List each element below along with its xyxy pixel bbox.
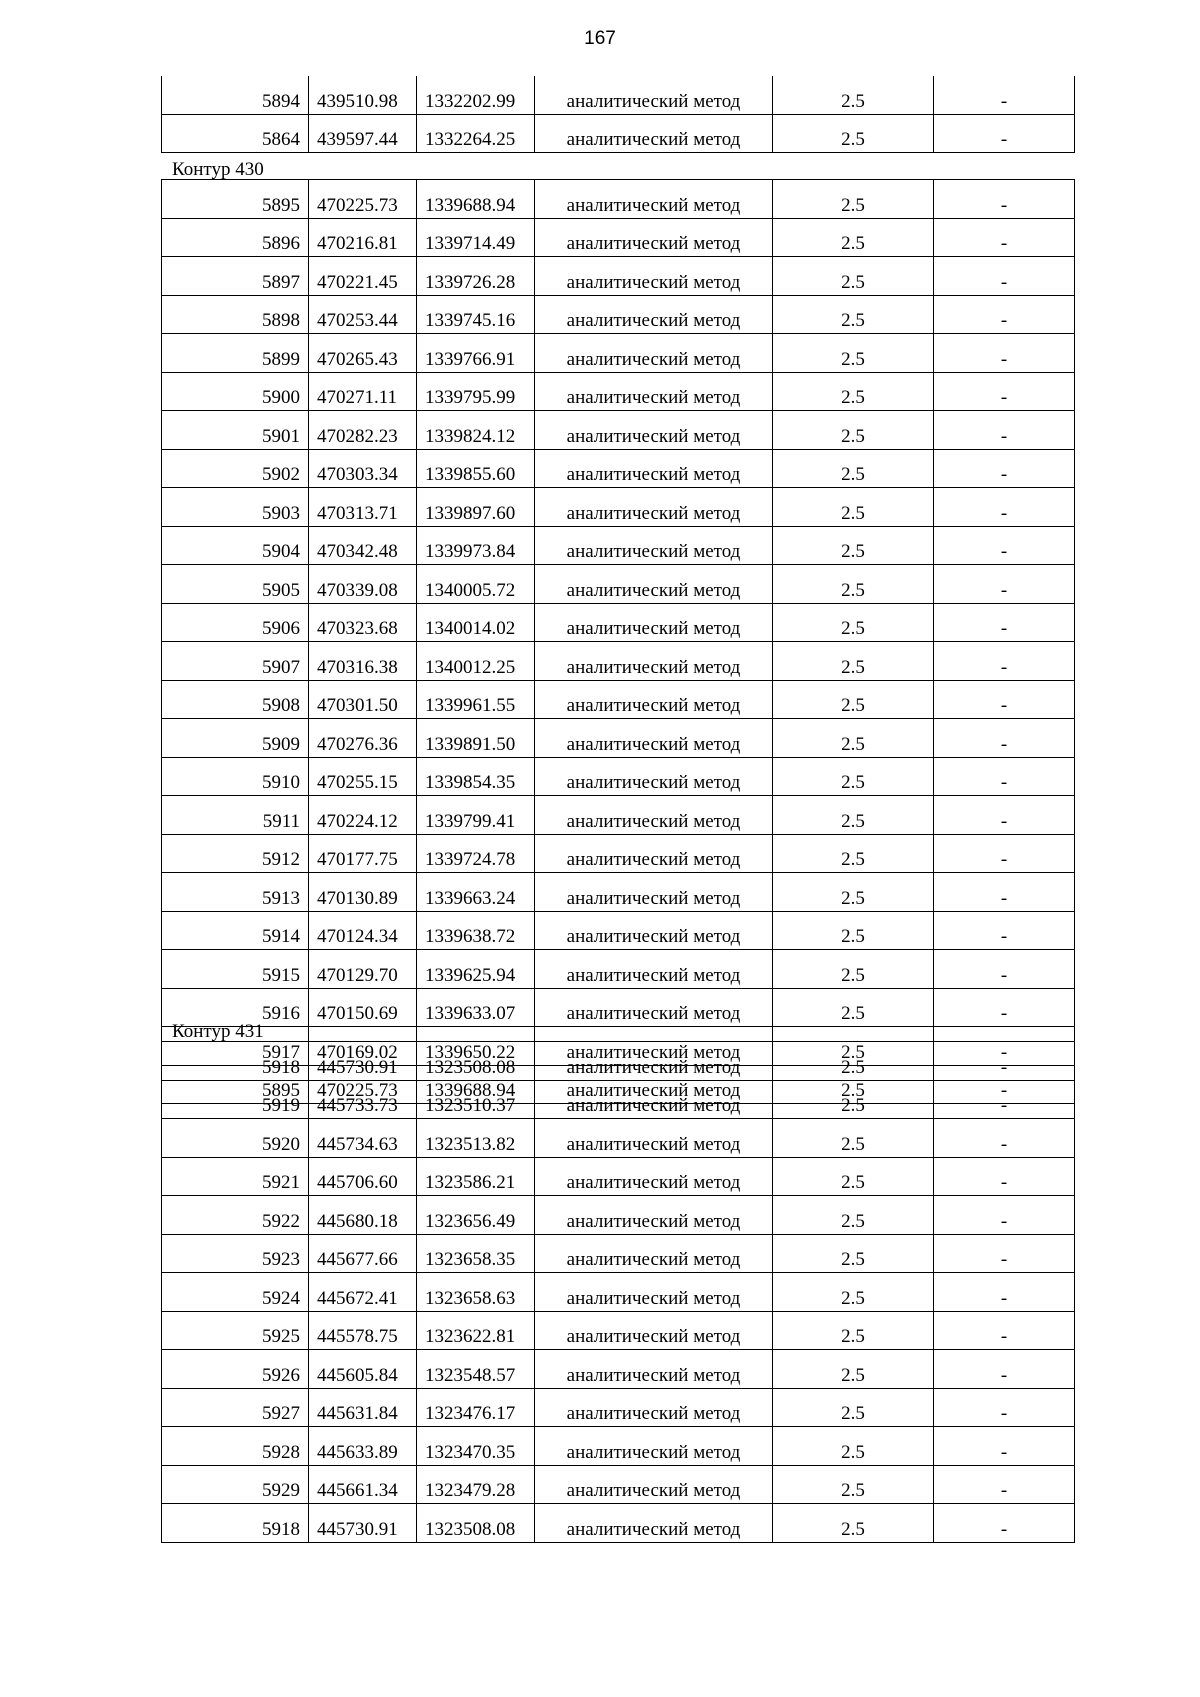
x-coordinate-cell: 470130.89 [309,873,417,912]
table-row [162,76,1075,114]
accuracy-cell: 2.5 [773,1065,934,1104]
note-cell: - [934,295,1075,334]
note-cell: - [934,1427,1075,1466]
accuracy-cell: 2.5 [773,1504,934,1543]
y-coordinate-cell: 1339855.60 [417,449,535,488]
point-number-cell: 5911 [162,796,309,835]
point-number-cell: 5928 [162,1427,309,1466]
point-number-cell: 5903 [162,488,309,527]
y-coordinate-cell: 1340005.72 [417,565,535,604]
table-row [162,642,1075,681]
note-cell: - [934,334,1075,373]
accuracy-cell: 2.5 [773,334,934,373]
note-cell: - [934,603,1075,642]
point-number-cell: 5900 [162,372,309,411]
note-cell: - [934,1119,1075,1158]
y-coordinate-cell: 1323470.35 [417,1427,535,1466]
x-coordinate-cell: 445734.63 [309,1119,417,1158]
x-coordinate-cell: 470221.45 [309,257,417,296]
accuracy-cell: 2.5 [773,1311,934,1350]
note-cell: - [934,1350,1075,1389]
table-row [162,1273,1075,1312]
point-number-cell: 5895 [162,1065,309,1104]
accuracy-cell: 2.5 [773,565,934,604]
method-cell: аналитический метод [535,1065,773,1104]
method-cell: аналитический метод [535,1196,773,1235]
table-row [162,1119,1075,1158]
x-coordinate-cell: 439597.44 [309,114,417,153]
point-number-cell: 5898 [162,295,309,334]
table-row [162,911,1075,950]
method-cell: аналитический метод [535,526,773,565]
note-cell: - [934,76,1075,114]
x-coordinate-cell: 445677.66 [309,1234,417,1273]
note-cell: - [934,1065,1075,1104]
y-coordinate-cell: 1339795.99 [417,372,535,411]
y-coordinate-cell: 1339724.78 [417,834,535,873]
y-coordinate-cell: 1339638.72 [417,911,535,950]
accuracy-cell: 2.5 [773,796,934,835]
y-coordinate-cell: 1339854.35 [417,757,535,796]
x-coordinate-cell: 470129.70 [309,950,417,989]
point-number-cell: 5907 [162,642,309,681]
table-row [162,1465,1075,1504]
note-cell: - [934,1196,1075,1235]
y-coordinate-cell: 1339714.49 [417,218,535,257]
y-coordinate-cell: 1339663.24 [417,873,535,912]
method-cell: аналитический метод [535,449,773,488]
note-cell: - [934,565,1075,604]
y-coordinate-cell: 1323508.08 [417,1504,535,1543]
point-number-cell: 5906 [162,603,309,642]
method-cell: аналитический метод [535,873,773,912]
y-coordinate-cell: 1339688.94 [417,1065,535,1104]
point-number-cell: 5909 [162,719,309,758]
table-row [162,1234,1075,1273]
x-coordinate-cell: 470303.34 [309,449,417,488]
point-number-cell: 5918 [162,1042,309,1081]
method-cell: аналитический метод [535,1234,773,1273]
y-coordinate-cell: 1323658.35 [417,1234,535,1273]
accuracy-cell: 2.5 [773,1273,934,1312]
accuracy-cell: 2.5 [773,449,934,488]
y-coordinate-cell: 1332264.25 [417,114,535,153]
table-row [162,1080,1075,1119]
accuracy-cell: 2.5 [773,642,934,681]
y-coordinate-cell: 1323586.21 [417,1157,535,1196]
table-row [162,1504,1075,1543]
x-coordinate-cell: 445633.89 [309,1427,417,1466]
note-cell: - [934,950,1075,989]
method-cell: аналитический метод [535,1311,773,1350]
table-row [162,526,1075,565]
accuracy-cell: 2.5 [773,1465,934,1504]
table-row [162,1311,1075,1350]
y-coordinate-cell: 1340012.25 [417,642,535,681]
note-cell: - [934,526,1075,565]
method-cell: аналитический метод [535,911,773,950]
x-coordinate-cell: 470276.36 [309,719,417,758]
method-cell: аналитический метод [535,1350,773,1389]
accuracy-cell: 2.5 [773,680,934,719]
point-number-cell: 5927 [162,1388,309,1427]
method-cell: аналитический метод [535,1157,773,1196]
point-number-cell: 5908 [162,680,309,719]
y-coordinate-cell: 1323548.57 [417,1350,535,1389]
y-coordinate-cell: 1339891.50 [417,719,535,758]
accuracy-cell: 2.5 [773,114,934,153]
table-row [162,603,1075,642]
y-coordinate-cell: 1339650.22 [417,1027,535,1066]
table-row [162,1350,1075,1389]
point-number-cell: 5915 [162,950,309,989]
method-cell: аналитический метод [535,1119,773,1158]
method-cell: аналитический метод [535,988,773,1027]
accuracy-cell: 2.5 [773,1042,934,1081]
x-coordinate-cell: 445631.84 [309,1388,417,1427]
accuracy-cell: 2.5 [773,911,934,950]
y-coordinate-cell: 1339766.91 [417,334,535,373]
note-cell: - [934,1465,1075,1504]
x-coordinate-cell: 470271.11 [309,372,417,411]
note-cell: - [934,796,1075,835]
note-cell: - [934,1157,1075,1196]
table-row [162,257,1075,296]
note-cell: - [934,449,1075,488]
accuracy-cell: 2.5 [773,719,934,758]
x-coordinate-cell: 445730.91 [309,1504,417,1543]
y-coordinate-cell: 1323479.28 [417,1465,535,1504]
y-coordinate-cell: 1323513.82 [417,1119,535,1158]
table-row [162,1196,1075,1235]
accuracy-cell: 2.5 [773,950,934,989]
accuracy-cell: 2.5 [773,757,934,796]
accuracy-cell: 2.5 [773,488,934,527]
note-cell: - [934,1388,1075,1427]
x-coordinate-cell: 445730.91 [309,1042,417,1081]
point-number-cell: 5922 [162,1196,309,1235]
y-coordinate-cell: 1339726.28 [417,257,535,296]
table-row [162,1427,1075,1466]
x-coordinate-cell: 445605.84 [309,1350,417,1389]
method-cell: аналитический метод [535,1427,773,1466]
table-row [162,873,1075,912]
table-row [162,488,1075,527]
note-cell: - [934,488,1075,527]
accuracy-cell: 2.5 [773,372,934,411]
note-cell: - [934,1080,1075,1119]
accuracy-cell: 2.5 [773,526,934,565]
accuracy-cell: 2.5 [773,76,934,114]
coordinates-table [161,76,1075,153]
x-coordinate-cell: 470255.15 [309,757,417,796]
y-coordinate-cell: 1339625.94 [417,950,535,989]
point-number-cell: 5919 [162,1080,309,1119]
y-coordinate-cell: 1339688.94 [417,180,535,219]
point-number-cell: 5912 [162,834,309,873]
note-cell: - [934,719,1075,758]
table-row [162,334,1075,373]
y-coordinate-cell: 1332202.99 [417,76,535,114]
note-cell: - [934,911,1075,950]
y-coordinate-cell: 1323476.17 [417,1388,535,1427]
point-number-cell: 5895 [162,180,309,219]
accuracy-cell: 2.5 [773,180,934,219]
note-cell: - [934,218,1075,257]
y-coordinate-cell: 1323656.49 [417,1196,535,1235]
point-number-cell: 5904 [162,526,309,565]
x-coordinate-cell: 445661.34 [309,1465,417,1504]
point-number-cell: 5896 [162,218,309,257]
accuracy-cell: 2.5 [773,603,934,642]
method-cell: аналитический метод [535,642,773,681]
note-cell: - [934,180,1075,219]
x-coordinate-cell: 470224.12 [309,796,417,835]
table-row [162,796,1075,835]
point-number-cell: 5923 [162,1234,309,1273]
accuracy-cell: 2.5 [773,1080,934,1119]
point-number-cell: 5914 [162,911,309,950]
x-coordinate-cell: 470150.69 [309,988,417,1027]
method-cell: аналитический метод [535,488,773,527]
table-row [162,1388,1075,1427]
method-cell: аналитический метод [535,1080,773,1119]
method-cell: аналитический метод [535,180,773,219]
method-cell: аналитический метод [535,1504,773,1543]
method-cell: аналитический метод [535,719,773,758]
point-number-cell: 5897 [162,257,309,296]
method-cell: аналитический метод [535,565,773,604]
table-row [162,114,1075,153]
note-cell: - [934,1042,1075,1081]
accuracy-cell: 2.5 [773,295,934,334]
method-cell: аналитический метод [535,114,773,153]
table-row [162,1157,1075,1196]
x-coordinate-cell: 470282.23 [309,411,417,450]
coordinates-table [161,179,1075,1104]
y-coordinate-cell: 1339897.60 [417,488,535,527]
accuracy-cell: 2.5 [773,411,934,450]
accuracy-cell: 2.5 [773,988,934,1027]
point-number-cell: 5899 [162,334,309,373]
x-coordinate-cell: 445680.18 [309,1196,417,1235]
method-cell: аналитический метод [535,411,773,450]
x-coordinate-cell: 445672.41 [309,1273,417,1312]
table-row [162,834,1075,873]
x-coordinate-cell: 470323.68 [309,603,417,642]
x-coordinate-cell: 439510.98 [309,76,417,114]
note-cell: - [934,114,1075,153]
table-row [162,565,1075,604]
method-cell: аналитический метод [535,680,773,719]
method-cell: аналитический метод [535,372,773,411]
table-row [162,372,1075,411]
table-row [162,1042,1075,1081]
method-cell: аналитический метод [535,1027,773,1066]
x-coordinate-cell: 445706.60 [309,1157,417,1196]
table-row [162,757,1075,796]
point-number-cell: 5910 [162,757,309,796]
point-number-cell: 5921 [162,1157,309,1196]
accuracy-cell: 2.5 [773,1157,934,1196]
x-coordinate-cell: 470177.75 [309,834,417,873]
point-number-cell: 5925 [162,1311,309,1350]
note-cell: - [934,1504,1075,1543]
note-cell: - [934,834,1075,873]
method-cell: аналитический метод [535,334,773,373]
x-coordinate-cell: 470313.71 [309,488,417,527]
table-row [162,180,1075,219]
note-cell: - [934,1311,1075,1350]
y-coordinate-cell: 1323622.81 [417,1311,535,1350]
y-coordinate-cell: 1339973.84 [417,526,535,565]
accuracy-cell: 2.5 [773,873,934,912]
table-row [162,411,1075,450]
y-coordinate-cell: 1339745.16 [417,295,535,334]
method-cell: аналитический метод [535,1273,773,1312]
point-number-cell: 5926 [162,1350,309,1389]
y-coordinate-cell: 1339961.55 [417,680,535,719]
accuracy-cell: 2.5 [773,1119,934,1158]
y-coordinate-cell: 1339799.41 [417,796,535,835]
method-cell: аналитический метод [535,950,773,989]
y-coordinate-cell: 1323658.63 [417,1273,535,1312]
point-number-cell: 5920 [162,1119,309,1158]
table-row [162,218,1075,257]
y-coordinate-cell: 1323510.37 [417,1080,535,1119]
x-coordinate-cell: 470225.73 [309,180,417,219]
accuracy-cell: 2.5 [773,1196,934,1235]
note-cell: - [934,757,1075,796]
accuracy-cell: 2.5 [773,1388,934,1427]
x-coordinate-cell: 445733.73 [309,1080,417,1119]
accuracy-cell: 2.5 [773,257,934,296]
y-coordinate-cell: 1323508.08 [417,1042,535,1081]
point-number-cell: 5929 [162,1465,309,1504]
x-coordinate-cell: 470342.48 [309,526,417,565]
method-cell: аналитический метод [535,218,773,257]
method-cell: аналитический метод [535,295,773,334]
x-coordinate-cell: 470216.81 [309,218,417,257]
x-coordinate-cell: 470169.02 [309,1027,417,1066]
y-coordinate-cell: 1339633.07 [417,988,535,1027]
point-number-cell: 5917 [162,1027,309,1066]
contour-label: Контур 430 [172,159,264,180]
accuracy-cell: 2.5 [773,1427,934,1466]
point-number-cell: 5924 [162,1273,309,1312]
note-cell: - [934,1027,1075,1066]
accuracy-cell: 2.5 [773,1027,934,1066]
y-coordinate-cell: 1339824.12 [417,411,535,450]
accuracy-cell: 2.5 [773,1350,934,1389]
note-cell: - [934,1273,1075,1312]
x-coordinate-cell: 470301.50 [309,680,417,719]
method-cell: аналитический метод [535,834,773,873]
note-cell: - [934,411,1075,450]
table-row [162,295,1075,334]
point-number-cell: 5905 [162,565,309,604]
method-cell: аналитический метод [535,1388,773,1427]
y-coordinate-cell: 1340014.02 [417,603,535,642]
accuracy-cell: 2.5 [773,834,934,873]
x-coordinate-cell: 445578.75 [309,1311,417,1350]
point-number-cell: 5901 [162,411,309,450]
accuracy-cell: 2.5 [773,218,934,257]
x-coordinate-cell: 470225.73 [309,1065,417,1104]
x-coordinate-cell: 470124.34 [309,911,417,950]
note-cell: - [934,257,1075,296]
point-number-cell: 5918 [162,1504,309,1543]
table-row [162,950,1075,989]
point-number-cell: 5916 [162,988,309,1027]
x-coordinate-cell: 470339.08 [309,565,417,604]
note-cell: - [934,988,1075,1027]
point-number-cell: 5864 [162,114,309,153]
table-row [162,988,1075,1027]
method-cell: аналитический метод [535,257,773,296]
note-cell: - [934,680,1075,719]
point-number-cell: 5894 [162,76,309,114]
accuracy-cell: 2.5 [773,1234,934,1273]
method-cell: аналитический метод [535,1042,773,1081]
method-cell: аналитический метод [535,757,773,796]
note-cell: - [934,873,1075,912]
contour-label: Контур 431 [172,1021,264,1042]
point-number-cell: 5902 [162,449,309,488]
table-row [162,719,1075,758]
table-row [162,680,1075,719]
note-cell: - [934,372,1075,411]
point-number-cell: 5913 [162,873,309,912]
method-cell: аналитический метод [535,1465,773,1504]
x-coordinate-cell: 470265.43 [309,334,417,373]
method-cell: аналитический метод [535,796,773,835]
method-cell: аналитический метод [535,76,773,114]
note-cell: - [934,1234,1075,1273]
x-coordinate-cell: 470316.38 [309,642,417,681]
note-cell: - [934,642,1075,681]
page-number: 167 [584,28,616,49]
x-coordinate-cell: 470253.44 [309,295,417,334]
coordinates-table [161,1041,1075,1543]
table-row [162,449,1075,488]
method-cell: аналитический метод [535,603,773,642]
